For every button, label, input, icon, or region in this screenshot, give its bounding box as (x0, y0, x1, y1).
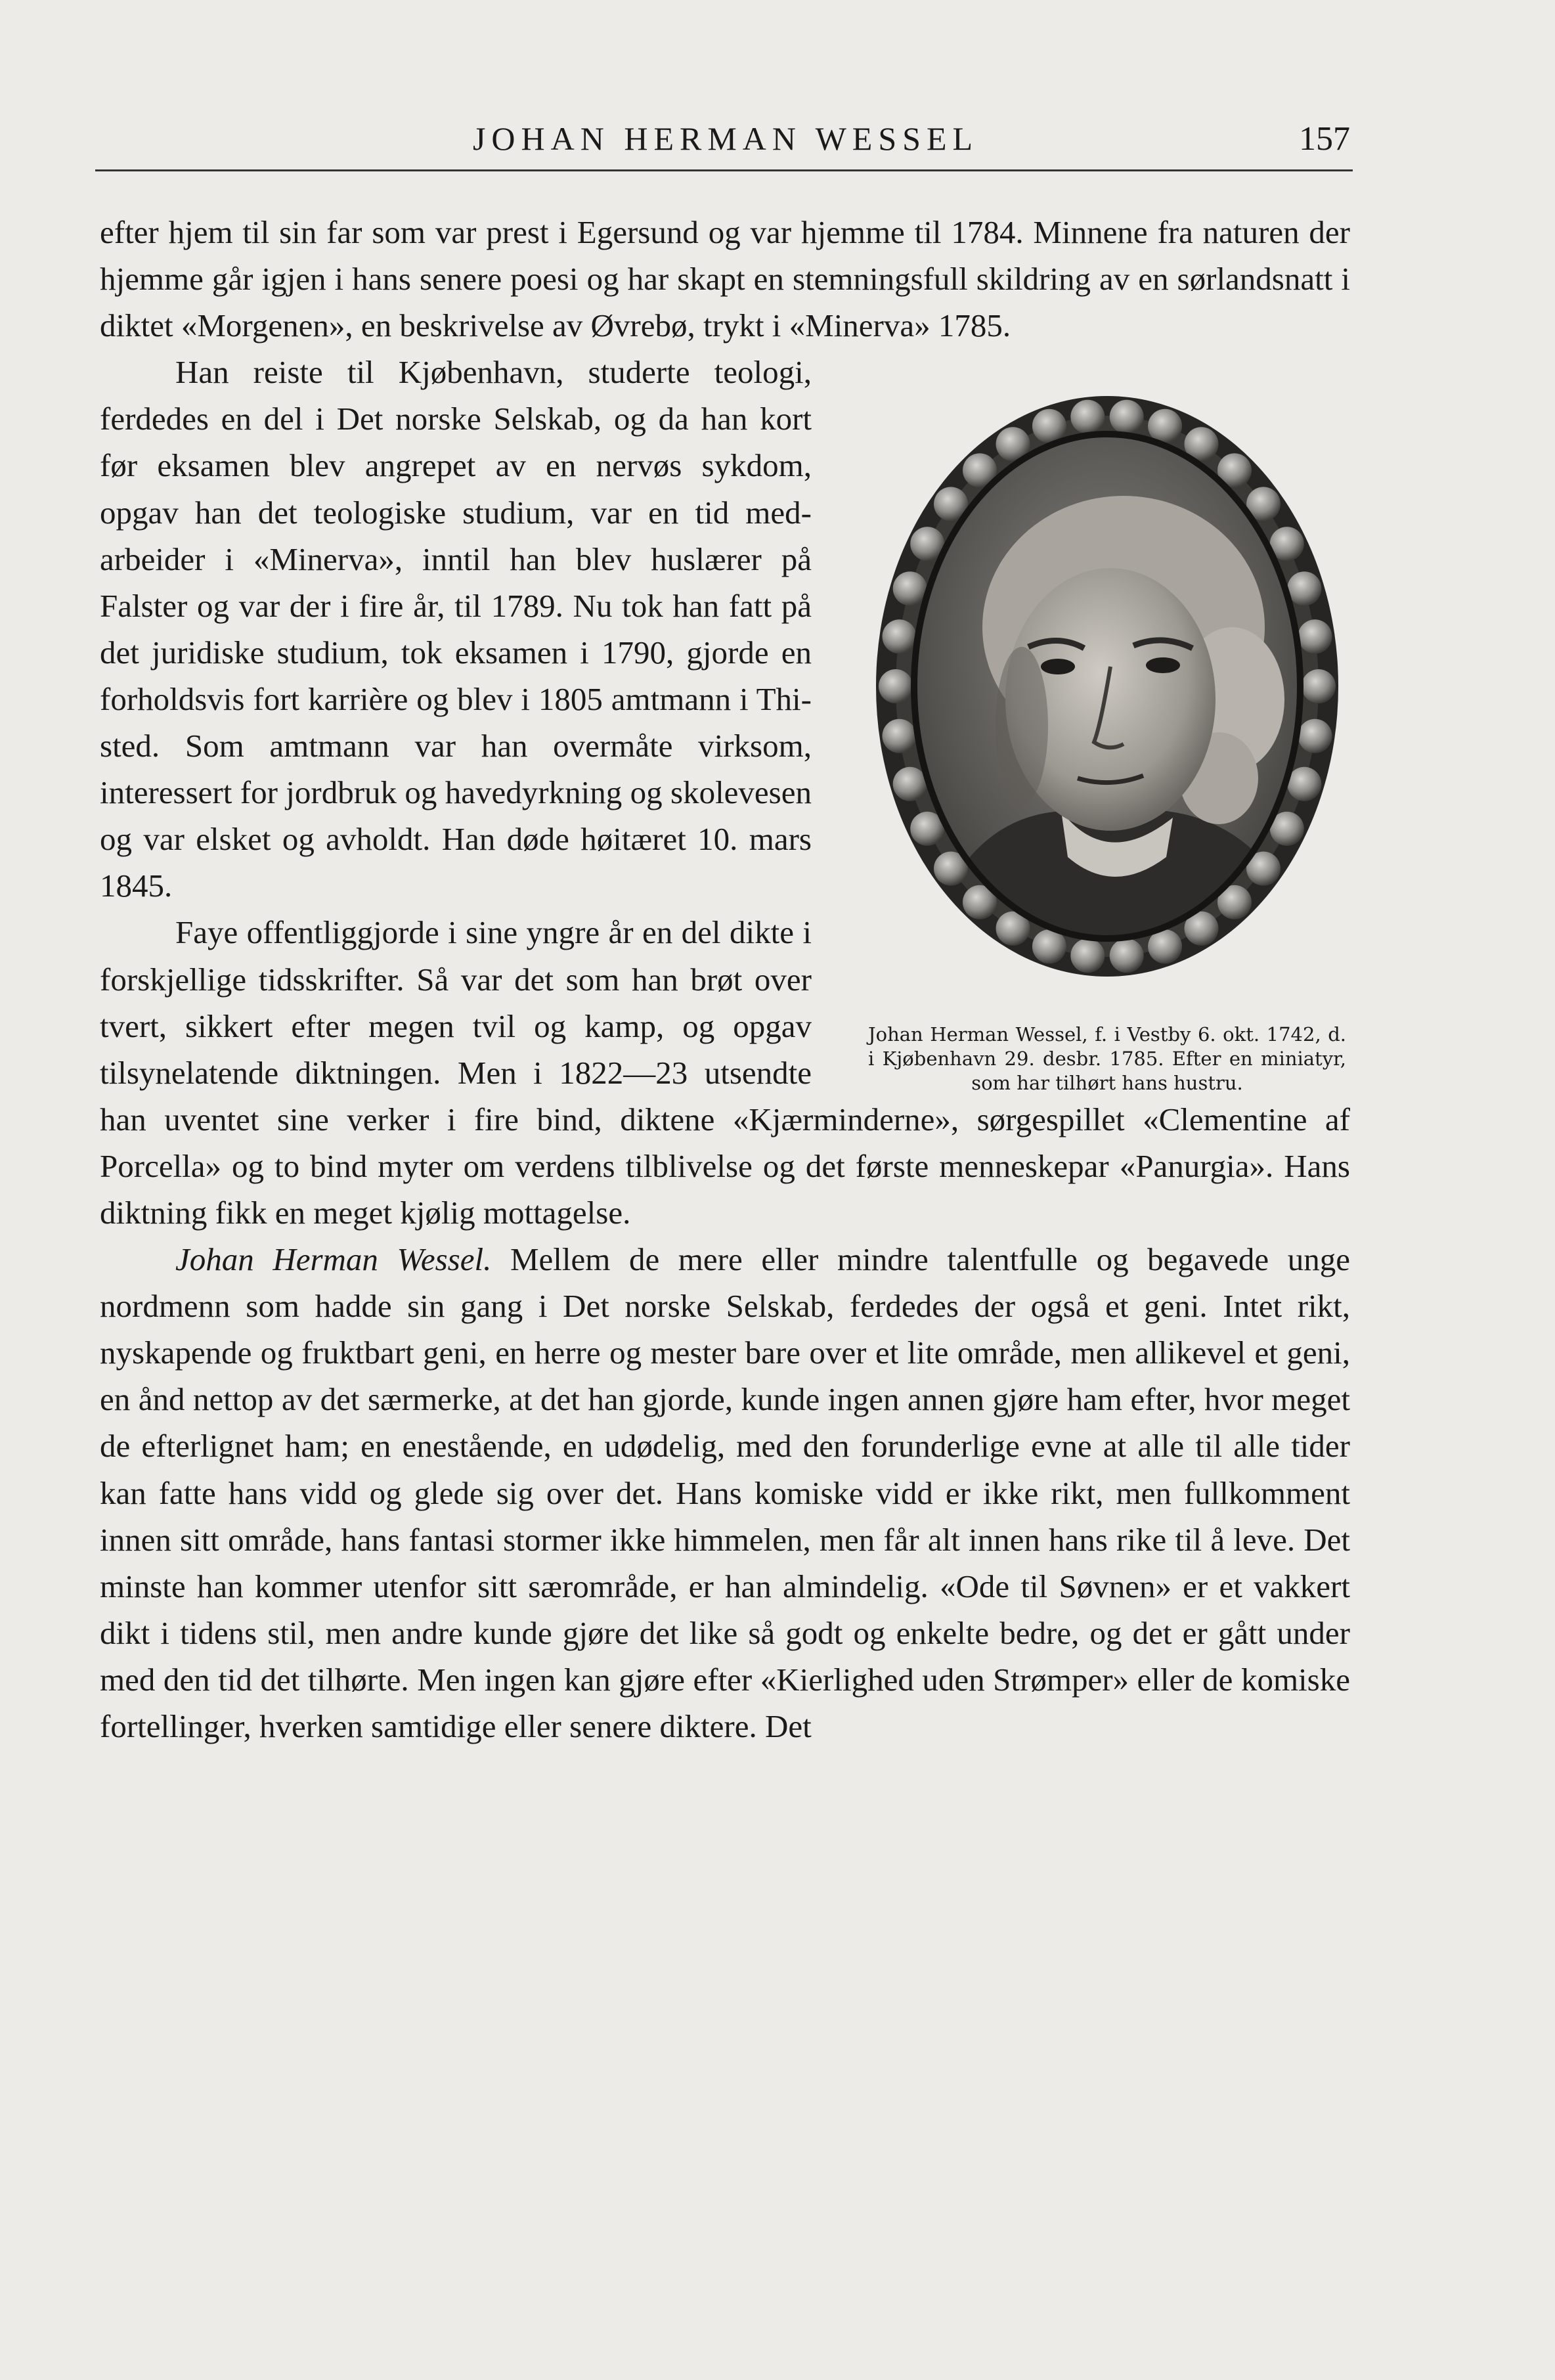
pearl (893, 767, 927, 801)
figure-caption: Johan Herman Wessel, f. i Vestby 6. okt. 1742, d. i Kjøbenhavn 29. desbr. 1785. Efter en miniatyr, som har tilhørt hans hustru. (868, 1023, 1346, 1095)
pearl (1287, 571, 1321, 606)
body-text (100, 209, 1350, 1750)
paragraph-1: efter hjem til sin far som var prest i Egersund og var hjemme til 1784. Minnene fra naturen der hjemme går igjen i hans senere poesi og har skapt en stemningsfull skildring av en sørlandsnatt i diktet «Morgenen», en beskrivelse av Øvrebø, trykt i «Minerva» 1785. (100, 214, 1350, 344)
paragraph-3: Faye offentliggjorde i sine yngre år en del dikte i forskjellige tidsskrifter. Så var det som han brøt over tvert, sikkert efter megen tvil og kamp, og opgav tilsynelatende diktningen. Men i 1822—23 utsendte han uventet sine verker i fire bind, diktene «Kjærminderne», sørgespillet «Clementine af Porcella» og to bind myter om verdens tilblivelse og det første menneskepar «Panurgia». Hans diktning fikk en meget kjølig mottagelse. (100, 914, 1350, 1231)
running-header (99, 114, 1353, 167)
pearl (883, 620, 917, 654)
paragraph-2: Han reiste til Kjøbenhavn, studerte teologi, ferdedes en del i Det norske Selskab, og da han kort før eksamen blev angrepet av en nervøs sykdom, opgav han det teologiske studium, var en tid medarbeider i «Minerva», inntil han blev huslærer på Falster og var der i fire år, til 1789. Nu tok han fatt på det juridiske studium, tok eksamen i 1790, gjorde en forholdsvis fort karrière og blev i 1805 amtmann i Thisted. Som amtmann var han overmåte virksom, interessert for jordbruk og havedyrkning og skolevesen og var elsket og avholdt. Han døde høitæret 10. mars 1845. (100, 354, 812, 904)
paragraph-4-text: Mellem de mere eller mindre talentfulle og begavede unge nordmenn som hadde sin gang i Det norske Selskab, ferdedes der også et geni. Intet rikt, nyskapende og fruktbart geni, en herre og mester bare over et lite område, men allikevel et geni, en ånd nettop av det særmerke, at det han gjorde, kunde ingen annen gjøre ham efter, hvor meget de efterlignet ham; en enestående, en udødelig, med den forunderlige evne at alle til alle tider kan fatte hans vidd og glede sig over det. Hans komiske vidd er ikke rikt, men fullkomment innen sitt område, hans fantasi stormer ikke himmelen, men får alt innen hans rike til å leve. Det minste han kommer utenfor sitt særområde, er han almindelig. «Ode til Søvnen» er et vakkert dikt i tidens stil, men andre kunde gjøre det like så godt og enkelte bedre, og det er gått under med den tid det tilhørte. Men ingen kan gjøre efter «Kierlighed uden Strømper» eller de komiske fortellinger, hverken samtidige eller senere diktere. Det (100, 1241, 1351, 1744)
pearl (1287, 767, 1321, 801)
pearl (1110, 400, 1144, 434)
running-title: JOHAN HERMAN WESSEL (472, 120, 979, 157)
portrait-miniature-image (864, 358, 1350, 1015)
portrait-scene (864, 358, 1350, 1015)
header-rule (95, 169, 1353, 171)
pearl (1302, 669, 1336, 703)
pearl (883, 719, 917, 753)
pearl (1110, 938, 1144, 973)
section-heading-wessel: Johan Herman Wessel. (175, 1241, 492, 1278)
pearl (1070, 400, 1105, 434)
pearl (879, 669, 913, 703)
page-number: 157 (1299, 120, 1350, 158)
paragraph-4 (100, 1236, 1350, 1750)
pearl (1070, 938, 1105, 973)
portrait-figure (864, 358, 1350, 1095)
pearl (1298, 719, 1332, 753)
pearl (1298, 620, 1332, 654)
pearl (893, 571, 927, 606)
